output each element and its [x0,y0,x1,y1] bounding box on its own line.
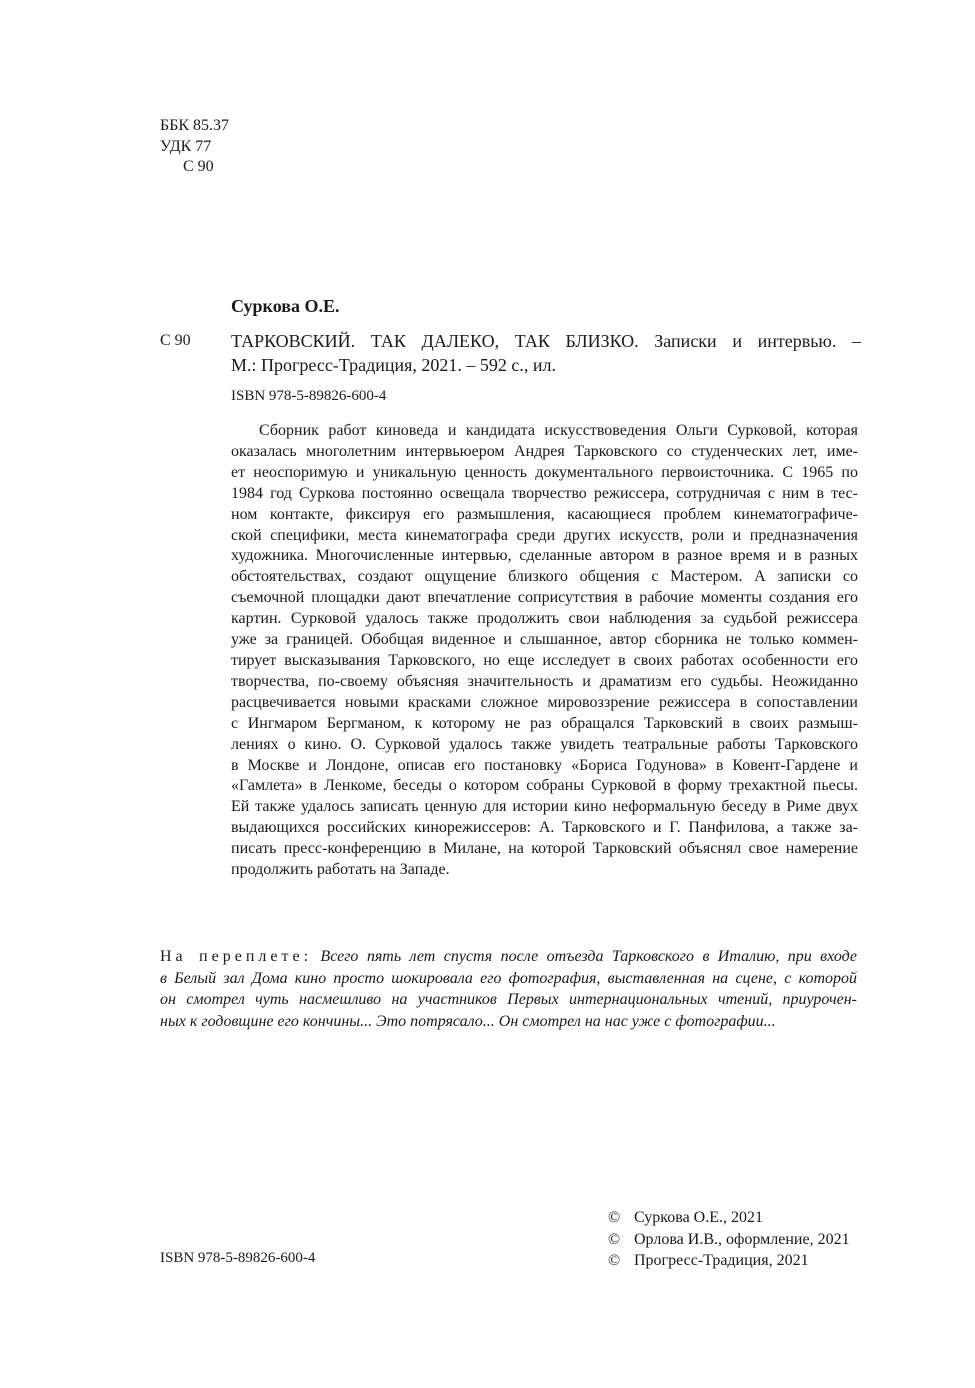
abstract-line: уже за границей. Обобщая виденное и слышанное, автор сборника не только коммен- [231,631,858,649]
copyright-line [608,1250,850,1272]
author-name: Суркова О.Е. [231,296,340,316]
title-line: ТАРКОВСКИЙ. ТАК ДАЛЕКО, ТАК БЛИЗКО. Записки и интервью. – [231,331,861,351]
copyright-block [608,1207,850,1272]
abstract-line: продолжить работать на Западе. [231,861,450,879]
abstract-line: ном контакте, фиксируя его размышления, касающиеся проблем кинематографиче- [231,505,858,523]
copyright-text: Орлова И.В., оформление, 2021 [634,1230,850,1248]
cover-note [160,946,857,1032]
catalog-mark: С 90 [160,332,191,349]
cover-text: Всего пять лет спустя после отъезда Тарковского в Италию, при входе [320,948,858,965]
abstract-line: съемочной площадки дают впечатление соприсутствия в рабочие моменты создания его [231,589,858,607]
abstract-line: творчества, по-своему объясняя значительность и драматизм его судьбы. Неожиданно [231,672,858,690]
cover-line [160,946,857,968]
abstract-line: тирует высказывания Тарковского, но еще исследует в своих работах особенности его [231,651,858,669]
copyright-text: Суркова О.Е., 2021 [634,1209,764,1226]
copyright-icon: © [608,1209,621,1226]
isbn: ISBN 978-5-89826-600-4 [231,388,387,404]
abstract-line: Ей также удалось записать ценную для истории кино неформальную беседу в Риме двух [231,798,858,816]
isbn-bottom: ISBN 978-5-89826-600-4 [160,1250,316,1266]
abstract-line: ет неоспоримую и уникальную ценность документального первоисточника. С 1965 по [231,463,858,481]
cover-line: в Белый зал Дома кино просто шокировала его фотография, выставленная на сцене, с которой [160,969,857,987]
copyright-line [608,1229,850,1251]
udk-code: УДК 77 [160,137,212,155]
classification-codes [160,116,229,178]
title-line: М.: Прогресс-Традиция, 2021. – 592 с., ил. [231,355,557,375]
abstract-line: расцвечивается новыми красками сложное мировоззрение режиссера в сопоставлении [231,693,858,711]
abstract-line: обстоятельствах, создают ощущение близкого общения с Мастером. А записки со [231,568,858,586]
abstract-line: в Москве и Лондоне, описав его постановку «Бориса Годунова» в Ковент-Гардене и [231,756,858,774]
abstract-line: выдающихся российских кинорежиссеров: А. Тарковского и Г. Панфилова, а также за- [231,819,858,837]
abstract-line: картин. Сурковой удалось также продолжить свои наблюдения за судьбой режиссера [231,610,858,628]
copyright-icon: © [608,1230,621,1248]
abstract-line: писать пресс-конференцию в Милане, на которой Тарковский объяснял свое намерение [231,840,858,858]
copyright-text: Прогресс-Традиция, 2021 [634,1252,809,1269]
author-mark: С 90 [183,158,214,175]
abstract-line: с Ингмаром Бергманом, к которому не раз обращался Тарковский в своих размыш- [231,714,858,732]
copyright-line [608,1207,850,1229]
abstract-line: оказалась многолетним интервьюером Андрея Тарковского со студенческих лет, име- [231,442,858,460]
abstract-paragraph [231,421,858,881]
cover-line: ных к годовщине его кончины... Это потрясало... Он смотрел на нас уже с фотографии... [160,1012,776,1030]
bbk-code: ББК 85.37 [160,117,230,134]
abstract-line: ской специфики, места кинематографа среди других искусств, роли и предназначения [231,526,858,544]
abstract-line: 1984 год Суркова постоянно освещала творчество режиссера, сотрудничая с ним в тес- [231,484,858,502]
abstract-line: «Гамлета» в Ленкоме, беседы о котором собраны Сурковой в форму трехактной пьесы. [231,777,858,795]
cover-label: На переплете: [160,948,313,965]
abstract-line: художника. Многочисленные интервью, сделанные автором в разное время и в разных [231,547,858,565]
book-title [231,329,861,377]
abstract-line: Сборник работ киноведа и кандидата искусствоведения Ольги Сурковой, которая [259,422,858,439]
abstract-line: лениях о кино. О. Сурковой удалось также увидеть театральные работы Тарковского [231,735,858,753]
cover-line: он смотрел чуть насмешливо на участников Первых интернациональных чтений, приурочен- [160,991,857,1008]
copyright-icon: © [608,1252,621,1269]
